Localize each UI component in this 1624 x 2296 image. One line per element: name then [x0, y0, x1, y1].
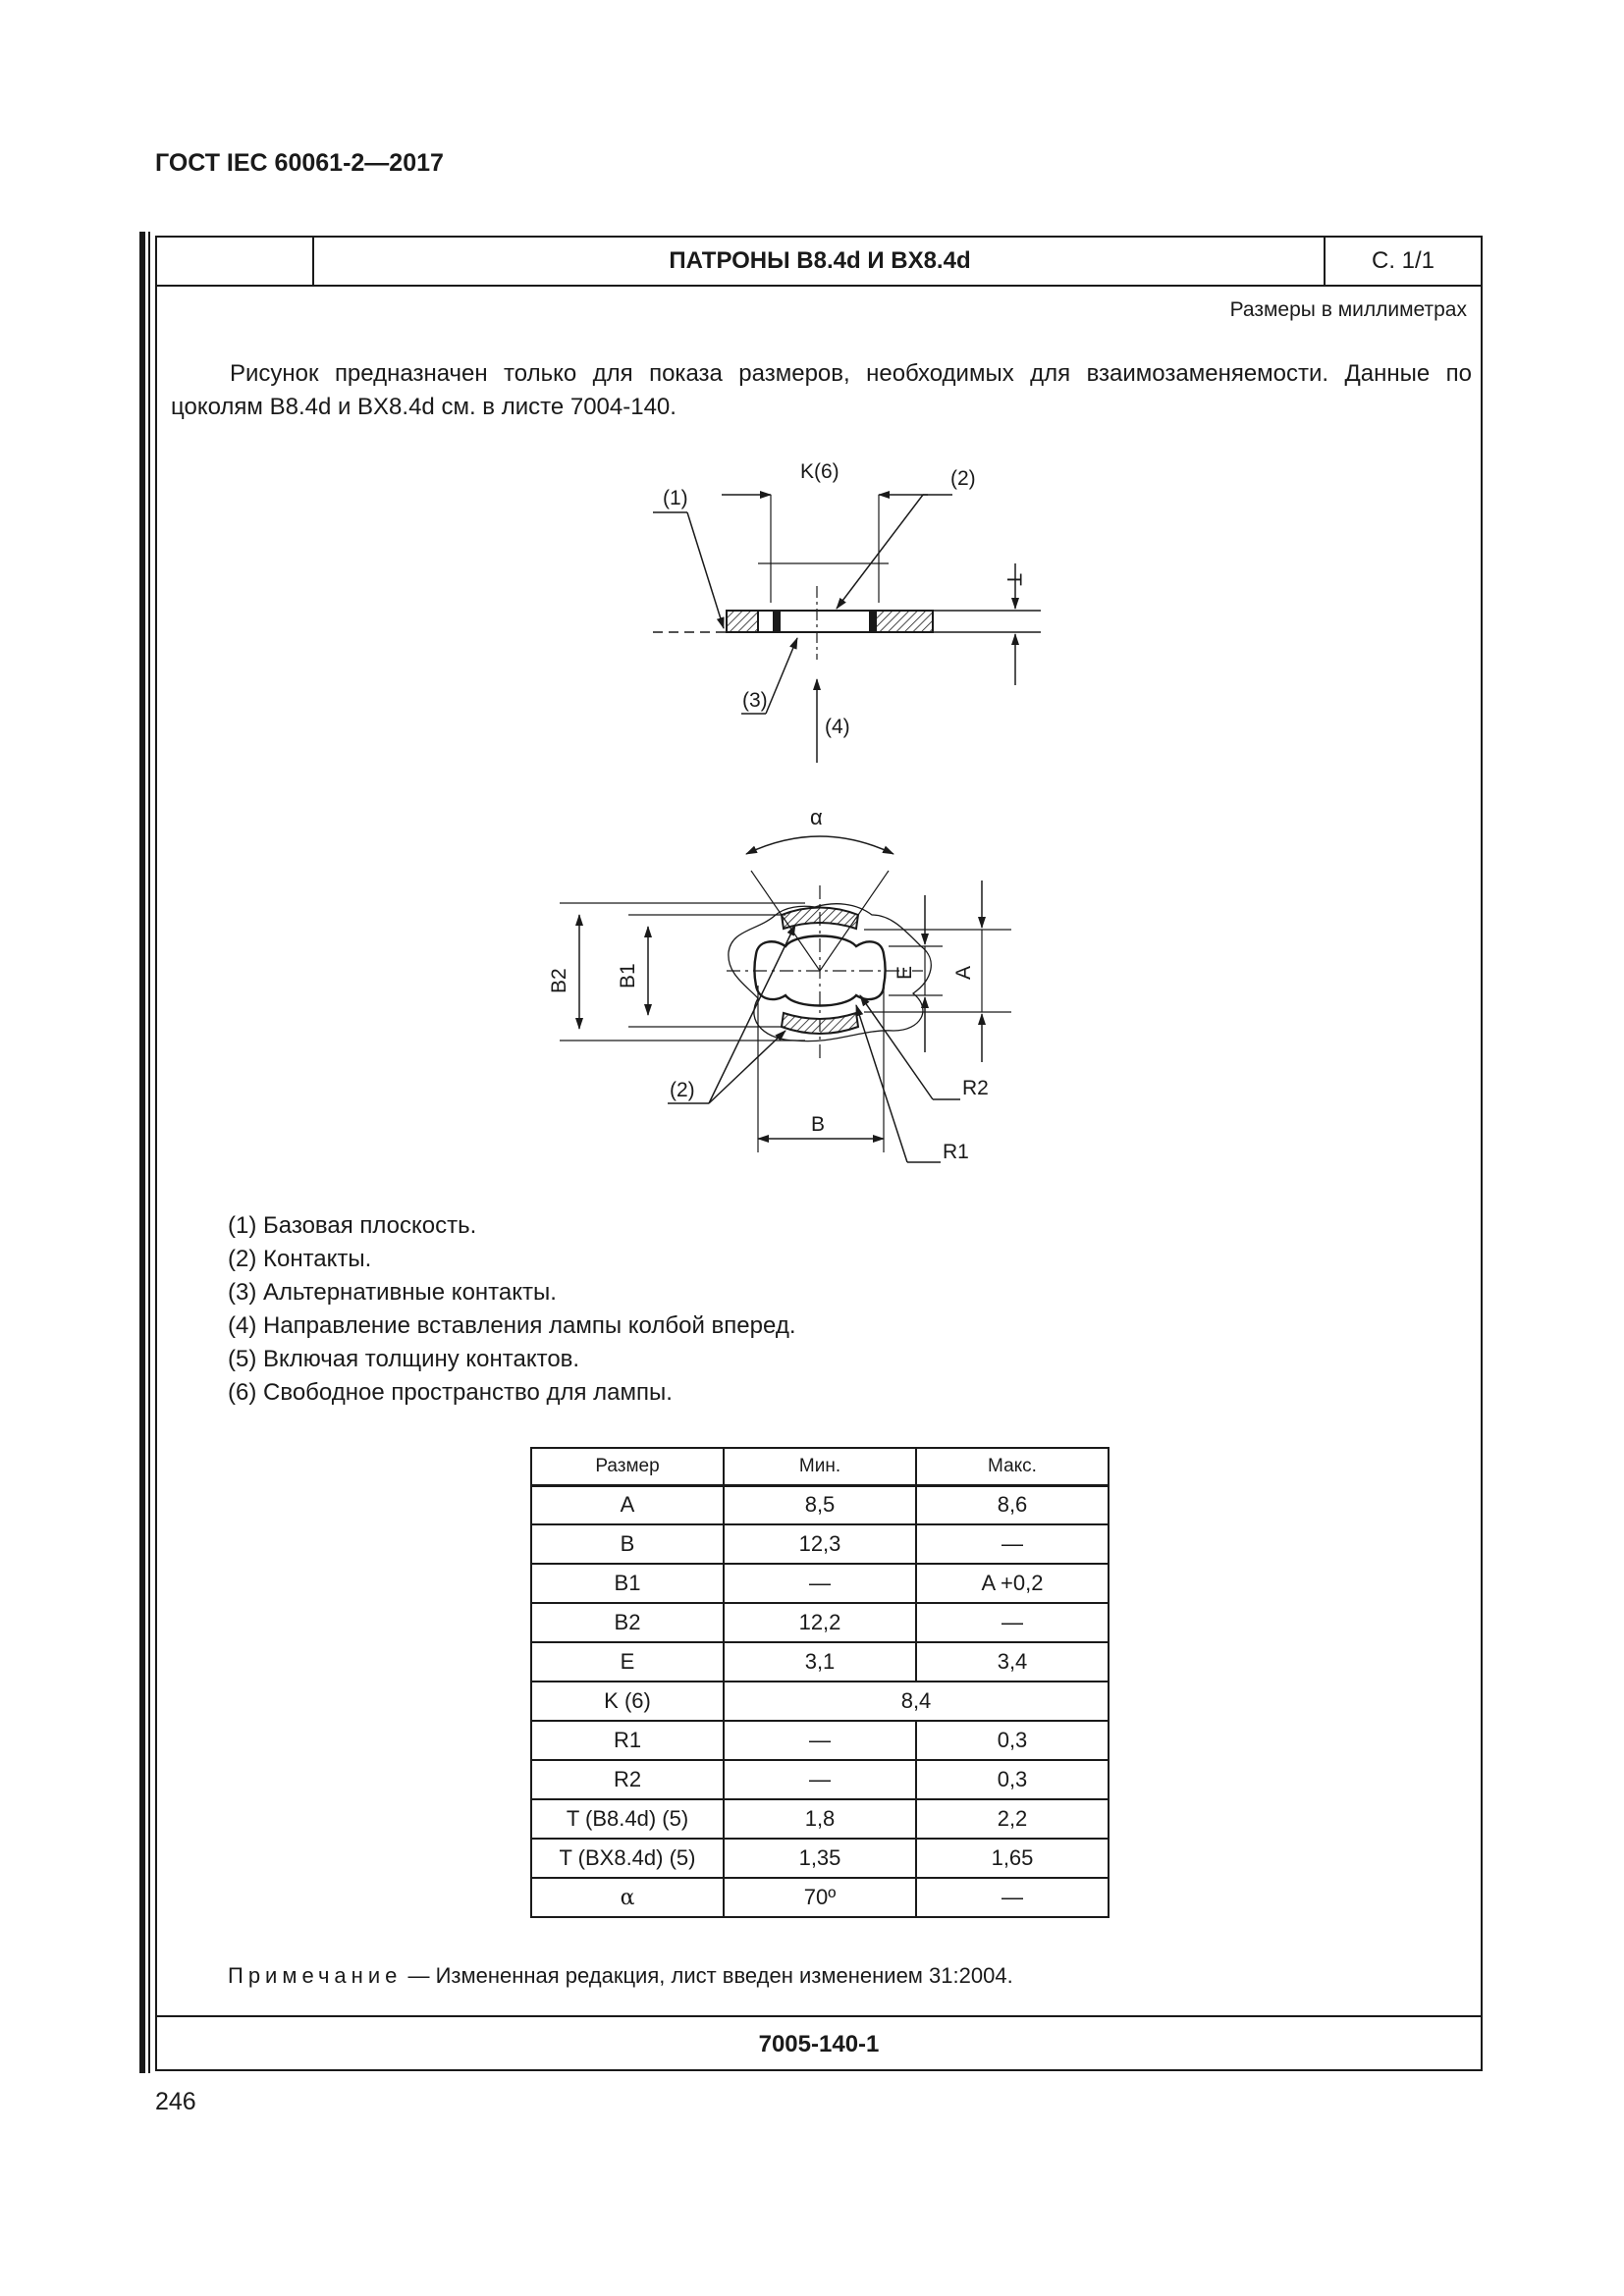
technical-drawing — [157, 238, 1483, 1219]
dim-b-label: B — [811, 1113, 826, 1136]
table-cell: 1,8 — [724, 1799, 916, 1839]
sheet-number: С. 1/1 — [1324, 238, 1481, 285]
table-cell: K (6) — [531, 1682, 724, 1721]
table-cell: B — [531, 1524, 724, 1564]
table-cell: 2,2 — [916, 1799, 1109, 1839]
holder-right-section — [876, 611, 933, 632]
table-cell: 0,3 — [916, 1721, 1109, 1760]
r2-label: R2 — [962, 1077, 989, 1099]
intro-paragraph: Рисунок предназначен только для показа размеров, необходимых для взаимозаменяемости. Данные по цоколям B8.4d и BX8.4d см. в листе 7004-140. — [171, 360, 1472, 420]
table-cell: 12,3 — [724, 1524, 916, 1564]
dim-t-label: T — [1002, 573, 1025, 586]
note-item: (2) Контакты. — [228, 1246, 372, 1272]
alpha-label: α — [810, 805, 823, 829]
note-item: (4) Направление вставления лампы колбой вперед. — [228, 1312, 796, 1339]
table-cell: 1,65 — [916, 1839, 1109, 1878]
table-cell: 8,5 — [724, 1485, 916, 1524]
r1-label: R1 — [943, 1141, 969, 1163]
sheet-title: ПАТРОНЫ B8.4d И BX8.4d — [669, 247, 971, 274]
table-cell: — — [916, 1603, 1109, 1642]
dim-e-label: E — [893, 965, 916, 980]
units-note: Размеры в миллиметрах — [1229, 298, 1467, 321]
table-cell: B1 — [531, 1564, 724, 1603]
column-header: Мин. — [724, 1448, 916, 1485]
note-item: (6) Свободное пространство для лампы. — [228, 1379, 673, 1406]
column-header: Размер — [531, 1448, 724, 1485]
note-item: (1) Базовая плоскость. — [228, 1212, 477, 1239]
table-cell: T (BX8.4d) (5) — [531, 1839, 724, 1878]
table-cell: 3,1 — [724, 1642, 916, 1682]
dim-b1-label: B1 — [617, 963, 639, 988]
document-header: ГОСТ IEC 60061-2—2017 — [155, 149, 444, 177]
table-row — [531, 1878, 1109, 1917]
table-row — [531, 1642, 1109, 1682]
table-cell: R1 — [531, 1721, 724, 1760]
dim-b2-label: B2 — [548, 968, 570, 993]
table-cell: 1,35 — [724, 1839, 916, 1878]
label-1: (1) — [663, 487, 688, 509]
table-cell: 70º — [724, 1878, 916, 1917]
table-cell: R2 — [531, 1760, 724, 1799]
dim-k-label: K(6) — [800, 460, 839, 483]
table-cell: — — [724, 1760, 916, 1799]
footnote-text: — Измененная редакция, лист введен изменением 31:2004. — [402, 1963, 1013, 1988]
dim-a-label: A — [952, 965, 975, 980]
table-row — [531, 1839, 1109, 1878]
table-cell-merged: 8,4 — [724, 1682, 1109, 1721]
table-cell: A +0,2 — [916, 1564, 1109, 1603]
table-header-row — [531, 1448, 1109, 1485]
holder-left-section — [727, 611, 758, 632]
table-row — [531, 1721, 1109, 1760]
label-4: (4) — [825, 716, 850, 738]
table-cell: 3,4 — [916, 1642, 1109, 1682]
table-cell: — — [724, 1564, 916, 1603]
table-cell: B2 — [531, 1603, 724, 1642]
page-number: 246 — [155, 2088, 196, 2115]
table-row — [531, 1564, 1109, 1603]
table-row — [531, 1603, 1109, 1642]
column-header: Макс. — [916, 1448, 1109, 1485]
table-cell: — — [916, 1878, 1109, 1917]
table-row — [531, 1485, 1109, 1524]
table-cell: T (B8.4d) (5) — [531, 1799, 724, 1839]
footnote-prefix: Примечание — [228, 1963, 403, 1988]
table-cell: 0,3 — [916, 1760, 1109, 1799]
table-cell: A — [531, 1485, 724, 1524]
table-row — [531, 1524, 1109, 1564]
dimensions-table — [530, 1447, 1110, 1918]
table-row — [531, 1799, 1109, 1839]
table-cell: 12,2 — [724, 1603, 916, 1642]
plan-view — [560, 836, 1011, 1162]
table-cell: 8,6 — [916, 1485, 1109, 1524]
table-row — [531, 1760, 1109, 1799]
table-row — [531, 1682, 1109, 1721]
table-cell: — — [916, 1524, 1109, 1564]
table-cell: E — [531, 1642, 724, 1682]
sheet-footer-code: 7005-140-1 — [157, 2015, 1481, 2069]
table-cell: α — [531, 1878, 724, 1917]
frame-left-bar-thin — [148, 232, 150, 2073]
sheet-frame — [155, 236, 1483, 2071]
footnote — [228, 1963, 1013, 1989]
note-item: (5) Включая толщину контактов. — [228, 1346, 580, 1372]
note-item: (3) Альтернативные контакты. — [228, 1279, 557, 1306]
label-2-bottom: (2) — [670, 1079, 695, 1101]
label-2-top: (2) — [950, 467, 976, 490]
frame-left-bar — [139, 232, 145, 2073]
notes-list — [228, 1209, 795, 1410]
label-3: (3) — [742, 689, 768, 712]
table-cell: — — [724, 1721, 916, 1760]
